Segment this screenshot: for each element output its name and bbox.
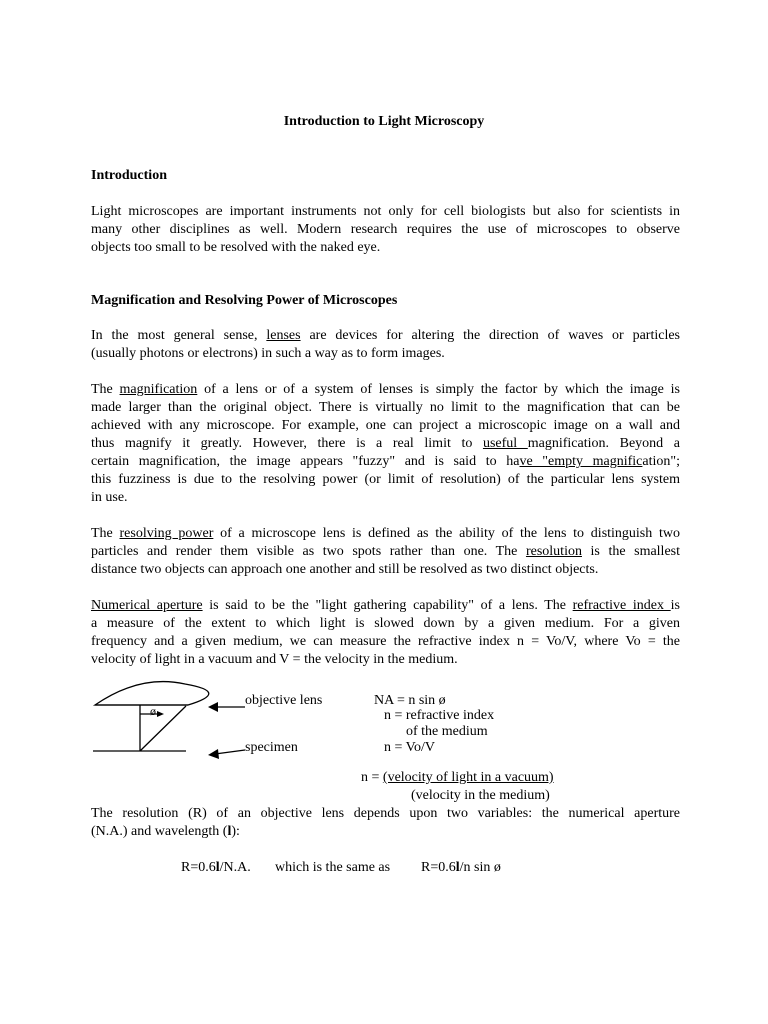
- resolution-formula-2: R=0.6l/n sin ø: [421, 860, 501, 875]
- fraction-denominator: (velocity in the medium): [411, 788, 550, 803]
- lens-dome-shape: [95, 682, 209, 705]
- text-line: The magnification of a lens or of a system of lenses is simply the factor by which the image is: [91, 382, 681, 397]
- text-line: In the most general sense, lenses are devices for altering the direction of waves or particles: [91, 328, 681, 343]
- term-useful: useful: [482, 436, 528, 451]
- text-line: Light microscopes are important instruments not only for cell biologists but also for scientists in: [91, 204, 680, 219]
- intro-heading: Introduction: [91, 168, 167, 183]
- na-formula: NA = n sin ø: [374, 693, 446, 708]
- text-line: particles and render them visible as two spots rather than one. The resolution is the smallest: [91, 544, 680, 559]
- numerical-aperture-paragraph: [91, 597, 680, 669]
- n-fraction-formula: n = (velocity of light in a vacuum): [361, 770, 554, 785]
- specimen-label: specimen: [245, 740, 298, 755]
- document-title: Introduction to Light Microscopy: [283, 114, 485, 129]
- refractive-index-definition-cont: of the medium: [406, 724, 488, 739]
- text-line: Numerical aperture is said to be the "light gathering capability" of a lens. The refractive index is: [91, 598, 680, 613]
- text-line: The resolution (R) of an objective lens depends upon two variables: the numerical aperture: [91, 806, 680, 821]
- text-line: thus magnify it greatly. However, there is a real limit to useful magnification. Beyond a: [91, 436, 680, 451]
- text-line: many other disciplines as well. Modern research requires the use of microscopes to observe: [91, 222, 680, 237]
- text-line: distance two objects can approach one another and still be resolved as two distinct objects.: [91, 562, 599, 577]
- text-line: frequency and a given medium, we can measure the refractive index n = Vo/V, where Vo = the: [91, 634, 680, 649]
- angle-arrow-head: [157, 711, 164, 717]
- term-lenses: lenses: [266, 328, 301, 343]
- left-arrow-icon: [207, 699, 247, 713]
- lenses-paragraph: [91, 327, 680, 363]
- term-refractive-index: refractive index: [572, 598, 671, 613]
- text-line: made larger than the original object. There is virtually no limit to the magnification that can be: [91, 400, 680, 415]
- same-as-text: which is the same as: [275, 860, 391, 875]
- text-line: (usually photons or electrons) in such a way as to form images.: [91, 346, 445, 361]
- magnification-heading: Magnification and Resolving Power of Microscopes: [91, 293, 398, 308]
- text-line: velocity of light in a vacuum and V = the velocity in the medium.: [91, 652, 458, 667]
- lambda-symbol: l: [215, 860, 220, 875]
- term-numerical-aperture: Numerical aperture: [91, 598, 203, 613]
- text-line: this fuzziness is due to the resolving power (or limit of resolution) of the particular lens system: [91, 472, 680, 487]
- light-ray-line: [140, 706, 186, 751]
- text-line: The resolving power of a microscope lens is defined as the ability of the lens to distinguish two: [91, 526, 681, 541]
- term-resolving-power: resolving power: [119, 526, 214, 541]
- n-ratio-formula: n = Vo/V: [384, 740, 435, 755]
- term-resolution: resolution: [525, 544, 582, 559]
- lambda-symbol: l: [227, 824, 232, 839]
- text-line: objects too small to be resolved with the naked eye.: [91, 240, 381, 255]
- intro-paragraph: [91, 203, 680, 257]
- lambda-symbol: l: [455, 860, 460, 875]
- resolution-formula-1: R=0.6l/N.A.: [181, 860, 251, 875]
- resolution-paragraph: [91, 805, 680, 841]
- text-line: achieved with any microscope. For example, one can project a microscopic image on a wall and: [91, 418, 680, 433]
- refractive-index-definition: n = refractive index: [384, 708, 495, 723]
- term-empty-magnification: ve "empty magnific: [519, 454, 643, 469]
- text-line: a measure of the extent to which light is slowed down by a given medium. For a given: [91, 616, 680, 631]
- objective-lens-label: objective lens: [245, 693, 323, 708]
- fraction-numerator: (velocity of light in a vacuum): [382, 770, 554, 785]
- magnification-paragraph: [91, 381, 680, 507]
- term-magnification: magnification: [119, 382, 198, 397]
- resolving-power-paragraph: [91, 525, 680, 579]
- text-line: in use.: [91, 490, 128, 505]
- angle-label: ø: [150, 704, 156, 718]
- left-arrow-icon: [207, 746, 247, 760]
- text-line: (N.A.) and wavelength (l):: [91, 824, 240, 839]
- text-line: certain magnification, the image appears "fuzzy" and is said to have "empty magnification";: [91, 454, 681, 469]
